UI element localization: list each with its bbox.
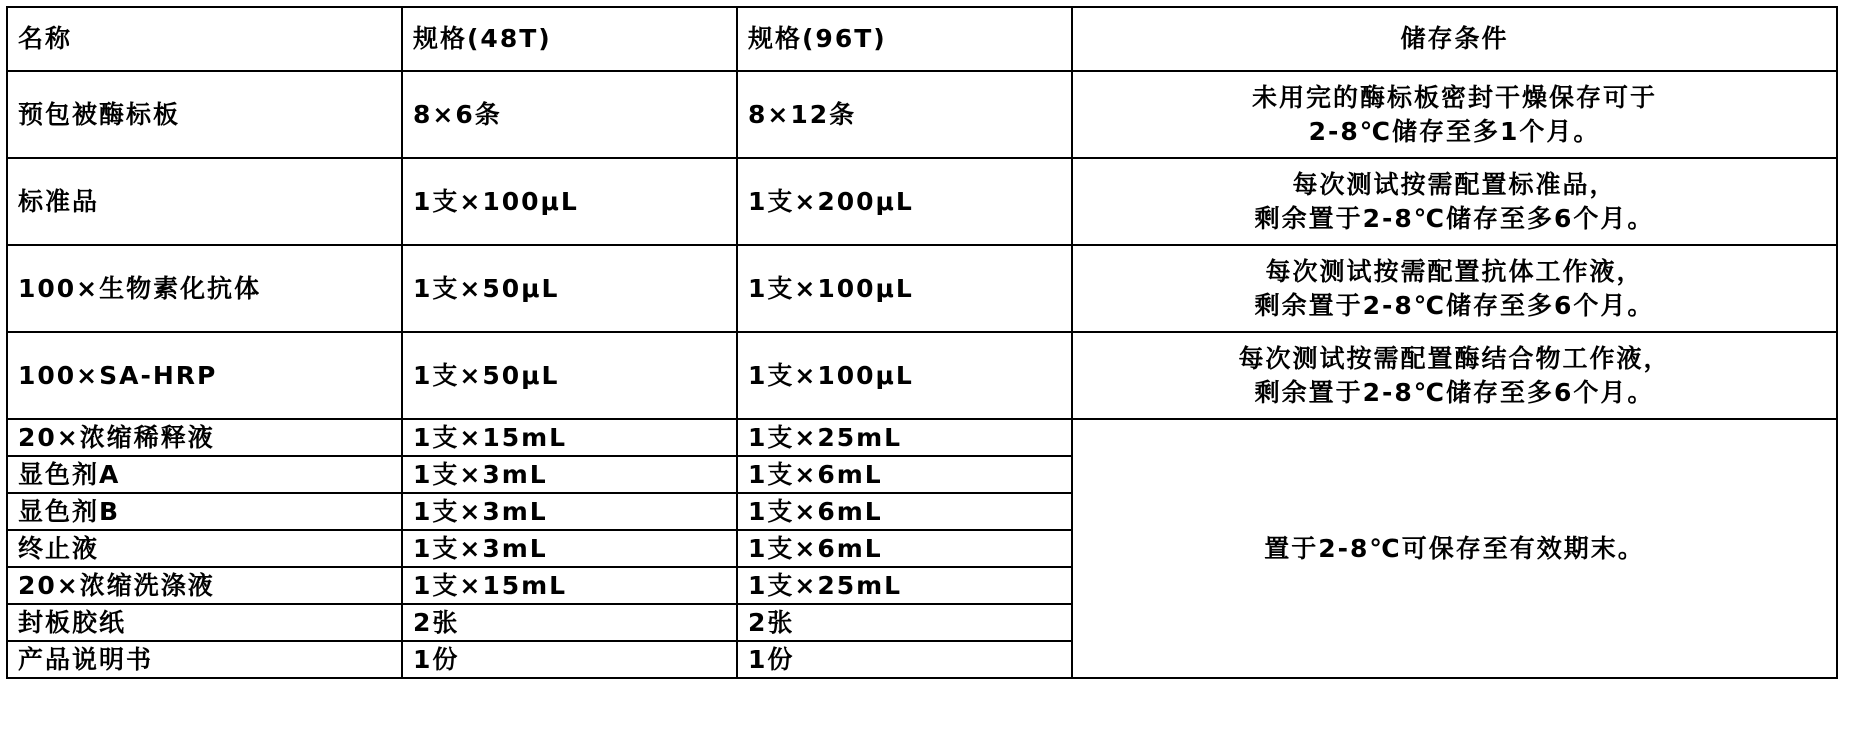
table-body: [7, 71, 1837, 678]
cell-spec-96t: 1支×6mL: [737, 456, 1072, 493]
cell-spec-96t: 1支×200μL: [737, 158, 1072, 245]
column-header-name: 名称: [7, 7, 402, 71]
table-row: [7, 332, 1837, 419]
cell-spec-96t: 1支×6mL: [737, 493, 1072, 530]
cell-spec-48t: 1支×3mL: [402, 456, 737, 493]
column-header-spec-48t: 规格(48T): [402, 7, 737, 71]
cell-spec-96t: 2张: [737, 604, 1072, 641]
cell-spec-96t: 1支×25mL: [737, 419, 1072, 456]
cell-storage: [1072, 158, 1837, 245]
cell-storage: [1072, 71, 1837, 158]
cell-spec-48t: 1份: [402, 641, 737, 678]
cell-spec-48t: 1支×100μL: [402, 158, 737, 245]
cell-storage-merged: 置于2-8℃可保存至有效期末。: [1072, 419, 1837, 678]
cell-name: 预包被酶标板: [7, 71, 402, 158]
cell-name: 20×浓缩洗涤液: [7, 567, 402, 604]
table-row: [7, 419, 1837, 456]
cell-name: 封板胶纸: [7, 604, 402, 641]
cell-spec-48t: 1支×3mL: [402, 493, 737, 530]
cell-spec-96t: 1支×25mL: [737, 567, 1072, 604]
cell-spec-48t: 2张: [402, 604, 737, 641]
cell-spec-96t: 1支×6mL: [737, 530, 1072, 567]
cell-spec-48t: 8×6条: [402, 71, 737, 158]
cell-name: 显色剂A: [7, 456, 402, 493]
storage-line-2: 剩余置于2-8℃储存至多6个月。: [1254, 290, 1655, 320]
storage-line-2: 2-8℃储存至多1个月。: [1308, 116, 1601, 146]
cell-spec-96t: 1支×100μL: [737, 245, 1072, 332]
cell-storage: [1072, 245, 1837, 332]
cell-spec-96t: 1份: [737, 641, 1072, 678]
storage-line-2: 剩余置于2-8℃储存至多6个月。: [1254, 377, 1655, 407]
cell-name: 100×SA-HRP: [7, 332, 402, 419]
cell-spec-48t: 1支×15mL: [402, 419, 737, 456]
column-header-spec-96t: 规格(96T): [737, 7, 1072, 71]
table-row: [7, 71, 1837, 158]
cell-storage: [1072, 332, 1837, 419]
cell-name: 产品说明书: [7, 641, 402, 678]
table-header-row: [7, 7, 1837, 71]
storage-line-1: 每次测试按需配置酶结合物工作液，: [1238, 343, 1671, 373]
table-row: [7, 158, 1837, 245]
storage-line-1: 未用完的酶标板密封干燥保存可于: [1251, 82, 1657, 112]
document-page: [0, 6, 1875, 753]
storage-line-1: 每次测试按需配置抗体工作液，: [1265, 256, 1644, 286]
table-header: [7, 7, 1837, 71]
cell-name: 100×生物素化抗体: [7, 245, 402, 332]
cell-spec-48t: 1支×50μL: [402, 332, 737, 419]
cell-spec-96t: 8×12条: [737, 71, 1072, 158]
cell-spec-96t: 1支×100μL: [737, 332, 1072, 419]
column-header-storage: 储存条件: [1072, 7, 1837, 71]
cell-name: 显色剂B: [7, 493, 402, 530]
cell-name: 标准品: [7, 158, 402, 245]
cell-spec-48t: 1支×3mL: [402, 530, 737, 567]
kit-components-table: [6, 6, 1838, 679]
storage-line-2: 剩余置于2-8℃储存至多6个月。: [1254, 203, 1655, 233]
cell-name: 终止液: [7, 530, 402, 567]
cell-name: 20×浓缩稀释液: [7, 419, 402, 456]
storage-line-1: 每次测试按需配置标准品，: [1292, 169, 1617, 199]
cell-spec-48t: 1支×50μL: [402, 245, 737, 332]
cell-spec-48t: 1支×15mL: [402, 567, 737, 604]
table-row: [7, 245, 1837, 332]
